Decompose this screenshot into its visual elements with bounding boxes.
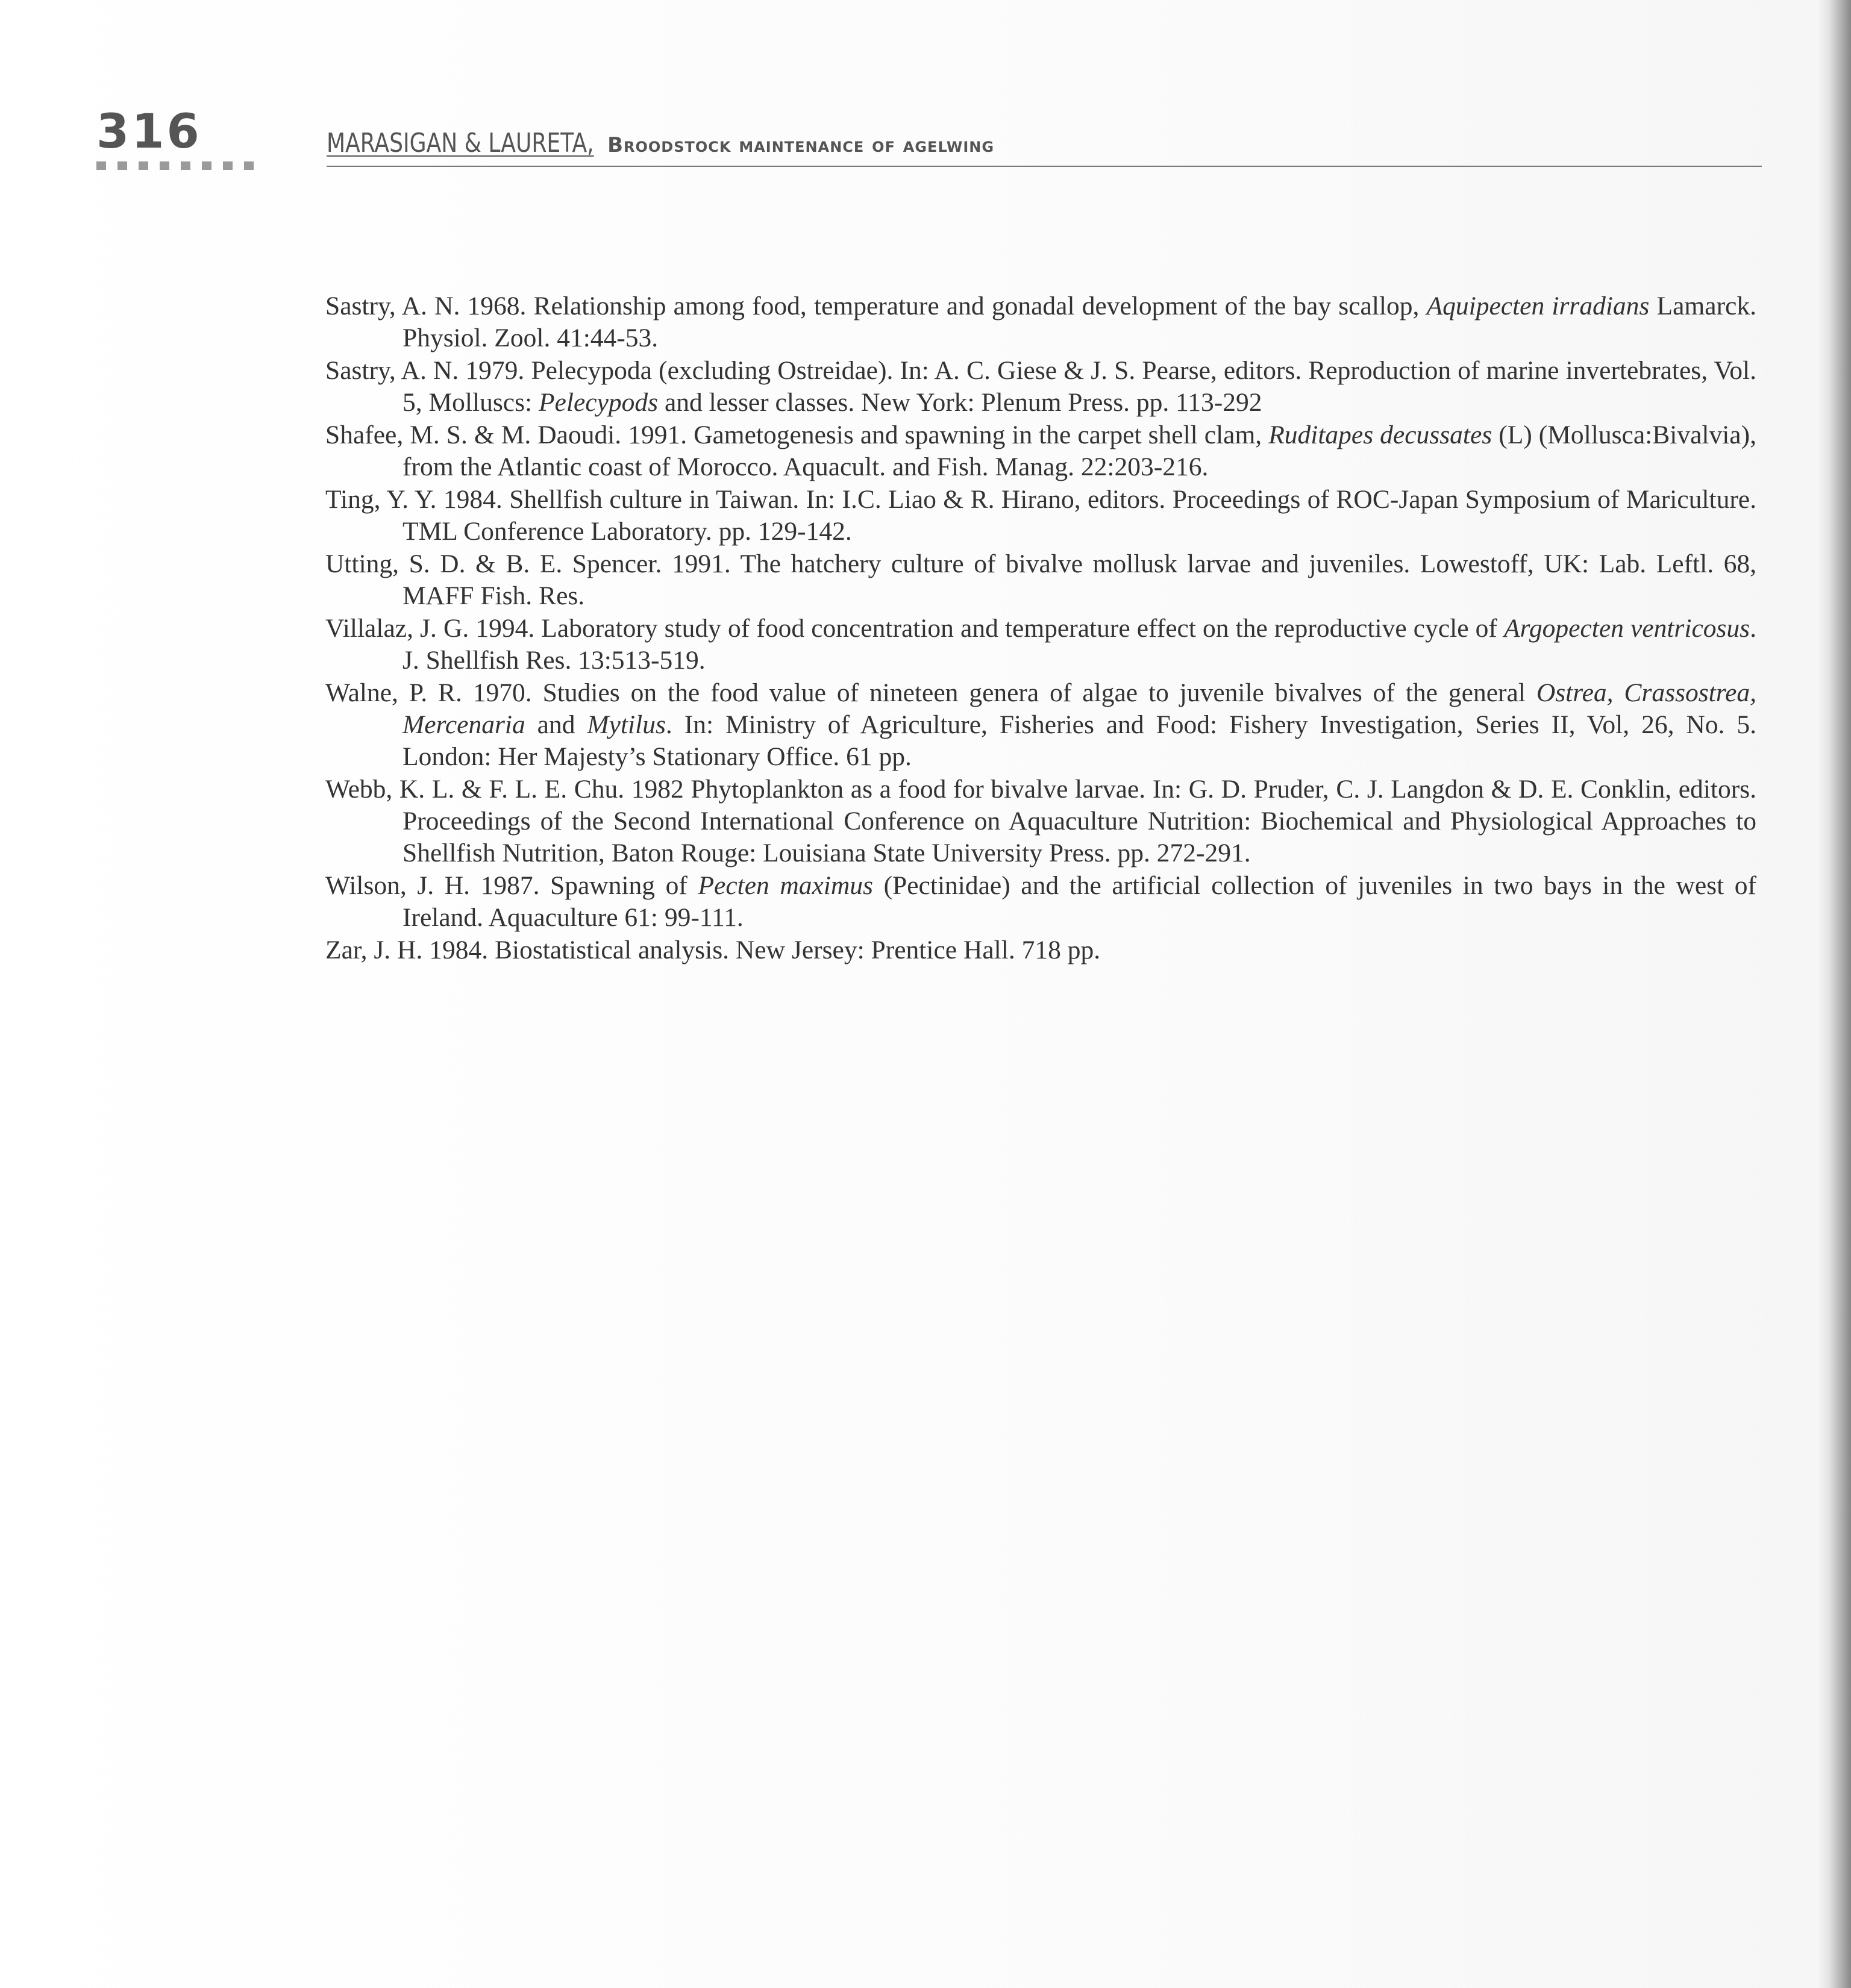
reference-text: Ting, Y. Y. 1984. Shellfish culture in Taiwan. In: I.C. Liao & R. Hirano, editors. Proceedings of ROC-Japan Symposium of Mariculture. TML Conference Laboratory. pp. 129-142. <box>325 485 1756 546</box>
reference-text: Lamarck. Physiol. Zool. 41:44-53. <box>402 292 1756 352</box>
reference-entry <box>325 290 1756 354</box>
reference-italic-text: Pelecypods <box>538 388 659 417</box>
decorative-dot <box>181 161 190 170</box>
reference-entry <box>325 613 1756 677</box>
reference-entry <box>325 870 1756 934</box>
reference-italic-text: Aquipecten irradians <box>1426 292 1650 320</box>
reference-text: Shafee, M. S. & M. Daoudi. 1991. Gametogenesis and spawning in the carpet shell clam, <box>325 420 1269 449</box>
reference-italic-text: Argopecten ventricosus <box>1503 614 1750 643</box>
decorative-dot <box>96 161 106 170</box>
binding-shadow <box>1817 0 1851 1988</box>
running-head <box>327 130 994 157</box>
reference-entry <box>325 774 1756 869</box>
reference-entry <box>325 548 1756 612</box>
reference-entry <box>325 355 1756 419</box>
running-head-title: Broodstock maintenance of agelwing <box>607 133 995 157</box>
decorative-dot <box>117 161 127 170</box>
reference-list <box>325 290 1756 967</box>
running-head-authors: MARASIGAN & LAURETA, <box>327 128 594 158</box>
decorative-dot <box>139 161 148 170</box>
reference-entry <box>325 419 1756 483</box>
decorative-dot <box>202 161 211 170</box>
page-number: 316 <box>96 105 202 159</box>
reference-text: and lesser classes. New York: Plenum Press. pp. 113-292 <box>658 388 1262 417</box>
reference-italic-text: Ruditapes decussates <box>1268 420 1492 449</box>
reference-text: Villalaz, J. G. 1994. Laboratory study of food concentration and temperature effect on the reproductive cycle of <box>325 614 1504 643</box>
reference-text: and <box>525 710 587 739</box>
reference-text: Walne, P. R. 1970. Studies on the food value of nineteen genera of algae to juvenile bivalves of the general <box>325 678 1536 707</box>
reference-text: Sastry, A. N. 1979. Pelecypoda (excluding Ostreidae). In: A. C. Giese & J. S. Pearse, editors. Reproduction of marine invertebrates, Vol. 5, Molluscs: <box>325 356 1756 417</box>
reference-italic-text: Pecten maximus <box>698 871 873 900</box>
reference-text: Utting, S. D. & B. E. Spencer. 1991. The hatchery culture of bivalve mollusk larvae and juveniles. Lowestoff, UK: Lab. Leftl. 68, MAFF Fish. Res. <box>325 549 1756 610</box>
reference-text: (Pectinidae) and the artificial collection of juveniles in two bays in the west of Ireland. Aquaculture 61: 99-111. <box>402 871 1757 932</box>
decorative-dot <box>160 161 169 170</box>
reference-entry <box>325 484 1756 548</box>
header-rule <box>327 166 1762 167</box>
decorative-dot-row <box>96 161 254 171</box>
reference-text: Webb, K. L. & F. L. E. Chu. 1982 Phytoplankton as a food for bivalve larvae. In: G. D. Pruder, C. J. Langdon & D. E. Conklin, editors. Proceedings of the Second International Conference on Aquaculture Nutrition: Biochemical and Physiological Approaches to Shellfish Nutrition, Baton Rouge: Louisiana State University Press. pp. 272-291. <box>325 775 1756 867</box>
reference-text: . J. Shellfish Res. 13:513-519. <box>402 614 1756 675</box>
reference-text: Sastry, A. N. 1968. Relationship among food, temperature and gonadal development of the bay scallop, <box>325 292 1427 320</box>
reference-entry <box>325 934 1756 966</box>
reference-entry <box>325 677 1756 773</box>
reference-text: Wilson, J. H. 1987. Spawning of <box>325 871 698 900</box>
reference-italic-text: Ostrea, Crassostrea, Mercenaria <box>402 678 1756 739</box>
reference-text: (L) (Mollusca:Bivalvia), from the Atlantic coast of Morocco. Aquacult. and Fish. Manag. 22:203-216. <box>402 420 1756 481</box>
reference-text: Zar, J. H. 1984. Biostatistical analysis. New Jersey: Prentice Hall. 718 pp. <box>325 936 1101 964</box>
decorative-dot <box>223 161 233 170</box>
reference-italic-text: Mytilus <box>587 710 666 739</box>
reference-text: . In: Ministry of Agriculture, Fisheries and Food: Fishery Investigation, Series II, Vol, 26, No. 5. London: Her Majesty’s Stationary Office. 61 pp. <box>402 710 1756 771</box>
decorative-dot <box>244 161 254 170</box>
